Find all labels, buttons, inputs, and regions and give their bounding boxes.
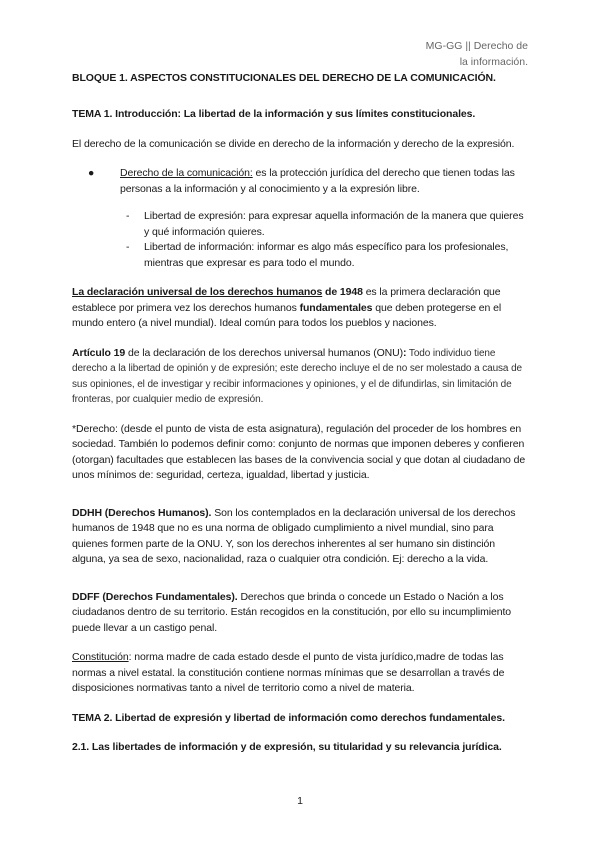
declaracion-title: La declaración universal de los derechos humanos [72, 286, 323, 298]
constitucion-paragraph [72, 650, 530, 697]
articulo-text-1: de la declaración de los derechos universal humanos (ONU) [125, 346, 404, 359]
dash-icon: - [126, 241, 130, 253]
articulo-text-2: Todo individuo tiene derecho a la libertad de opinión y de expresión; este derecho incluye el de no ser molestado a causa de sus opiniones, el de investigar y recibir informaciones y opiniones, y el de difundirlas, sin limitación de fronteras, por cualquier medio de expresión. [72, 347, 522, 405]
dash-text: Libertad de expresión: para expresar aquella información de la manera que quieres y qué información quieres. [144, 210, 524, 238]
header-line-1: MG-GG || Derecho de [425, 40, 528, 52]
document-body [72, 71, 530, 770]
constitucion-term: Constitución [72, 651, 129, 663]
ddhh-paragraph [72, 506, 530, 568]
block-title: BLOQUE 1. ASPECTOS CONSTITUCIONALES DEL DERECHO DE LA COMUNICACIÓN. [72, 72, 496, 84]
bullet-icon: ● [88, 167, 95, 179]
declaracion-bold: fundamentales [299, 301, 373, 314]
page-number: 1 [297, 795, 303, 807]
section-2-1-title: 2.1. Las libertades de información y de expresión, su titularidad y su relevancia jurídica. [72, 741, 502, 753]
header-line-2: la información. [459, 56, 528, 68]
articulo-colon: : [403, 346, 407, 359]
dash-item-expresion [72, 209, 530, 240]
intro-paragraph: El derecho de la comunicación se divide en derecho de la información y derecho de la expresión. [72, 137, 515, 150]
declaracion-year: de 1948 [322, 286, 363, 298]
dash-list [72, 209, 530, 271]
bullet-item [72, 166, 530, 197]
ddff-paragraph [72, 590, 530, 637]
ddhh-text: Son los contemplados en la declaración universal de los derechos humanos de 1948 que no es una norma de obligado cumplimiento a nivel mundial, sino para quienes formen parte de la ONU. Y, son los derechos inherentes al ser humano sin distinción alguna, ya sea de sexo, nacionalidad, raza o cualquier otra condición. Ej: derecho a la vida. [72, 506, 516, 565]
dash-icon: - [126, 210, 130, 222]
tema1-title: TEMA 1. Introducción: La libertad de la información y sus límites constitucionales. [72, 108, 476, 120]
ddff-title: DDFF (Derechos Fundamentales). [72, 590, 238, 603]
declaracion-text-1: es la primera declaración que establece por primera vez los derechos humanos [72, 286, 501, 314]
articulo-paragraph [72, 346, 530, 408]
derecho-definition: *Derecho: (desde el punto de vista de esta asignatura), regulación del proceder de los hombres en sociedad. También lo podemos definir como: conjunto de normas que imponen deberes y confieren (otorgan) facultades que establecen las bases de la convivencia social y que dotan al ciudadano de unos mínimos de: seguridad, certeza, igualdad, libertad y justicia. [72, 422, 526, 481]
page-header [426, 38, 528, 70]
declaracion-paragraph [72, 285, 530, 332]
declaracion-text-2: que deben protegerse en el mundo entero (a nivel mundial). Ideal común para todos los pueblos y naciones. [72, 301, 502, 329]
ddff-text: Derechos que brinda o concede un Estado o Nación a los ciudadanos dentro de su territorio. Están recogidos en la constitución, por ello su incumplimiento puede llevar a un castigo penal. [72, 590, 512, 634]
bullet-term: Derecho de la comunicación: [120, 167, 253, 179]
ddhh-title: DDHH (Derechos Humanos). [72, 506, 212, 519]
dash-item-informacion [72, 240, 530, 271]
constitucion-text: : norma madre de cada estado desde el punto de vista jurídico,madre de todas las normas a nivel estatal. la constitución contiene normas mínimas que se desarrollan a través de disposiciones normativas tanto a nivel de territorio como a nivel de materia. [72, 651, 505, 694]
dash-text: Libertad de información: informar es algo más específico para los profesionales, mientras que expresar es para todo el mundo. [144, 241, 509, 269]
articulo-title: Artículo 19 [72, 346, 126, 359]
bullet-text: es la protección jurídica del derecho que tienen todas las personas a la información y al conocimiento y a la expresión libre. [120, 167, 515, 195]
tema2-title: TEMA 2. Libertad de expresión y libertad de información como derechos fundamentales. [72, 711, 505, 724]
